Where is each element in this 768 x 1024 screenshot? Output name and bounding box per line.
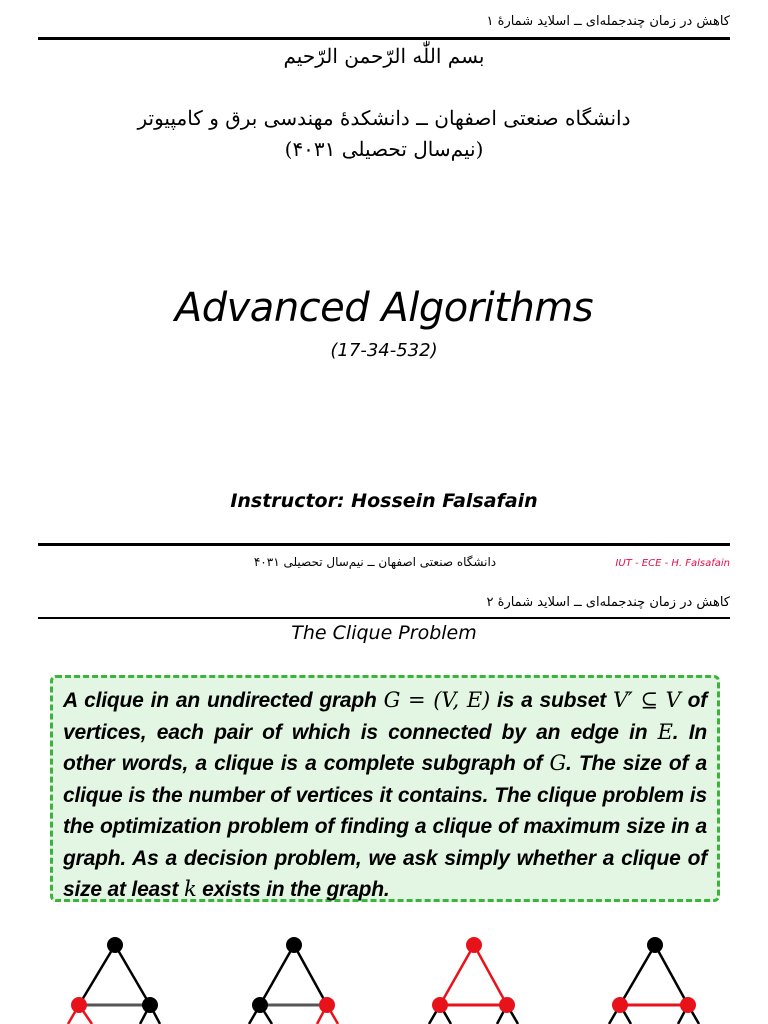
slide1-footer-en: IUT - ECE - H. Falsafain: [615, 558, 730, 569]
vertex: [680, 997, 696, 1013]
slide2-title: The Clique Problem: [291, 622, 477, 644]
vertex: [466, 937, 482, 953]
basmala: بسم اللّٰه الرّحمن الرّحیم: [283, 44, 485, 68]
slide1-footer-rule: [38, 543, 730, 546]
graph-4: [609, 937, 699, 1024]
clique-graph-illustrations: [0, 925, 768, 1024]
vertex: [286, 937, 302, 953]
vertex: [71, 997, 87, 1013]
math-edges: E: [657, 719, 673, 744]
vertex: [612, 997, 628, 1013]
math-g: G: [549, 751, 567, 775]
math-graph-g: G = (V, E): [383, 688, 490, 712]
course-code: (17-34-532): [330, 340, 438, 361]
vertex: [432, 997, 448, 1013]
university-line: دانشگاه صنعتی اصفهان ــ دانشکدهٔ مهندسی برق و کامپیوتر: [137, 106, 631, 130]
definition-part-6: exists in the graph.: [196, 878, 390, 901]
definition-part-1: A clique in an undirected graph: [63, 689, 384, 712]
vertex: [252, 997, 268, 1013]
slide2-header: کاهش در زمان چندجمله‌ای ــ اسلاید شمارهٔ ۲: [486, 595, 730, 610]
slide1-header: کاهش در زمان چندجمله‌ای ــ اسلاید شمارهٔ ۱: [486, 14, 730, 29]
graph-2: [249, 937, 338, 1024]
definition-part-3: of vertices, each pair of which is connected by an edge in: [63, 689, 707, 744]
semester-line: (نیم‌سال تحصیلی ۴۰۳۱): [284, 137, 484, 161]
graph-1: [68, 937, 160, 1024]
math-k: k: [183, 877, 197, 901]
definition-part-2: is a subset: [489, 689, 614, 712]
definition-box: [50, 675, 720, 902]
definition-part-5: . The size of a clique is the number of vertices it contains. The clique problem is the optimization problem of finding a clique of maximum size in a graph. As a decision problem, we ask simply whether a clique of size at least: [63, 752, 708, 901]
course-title: Advanced Algorithms: [174, 285, 594, 331]
vertex: [142, 997, 158, 1013]
definition-text: [63, 685, 707, 906]
vertex: [499, 997, 515, 1013]
definition-part-4: . In other words, a clique is a complete subgraph of: [63, 720, 708, 775]
graph-3: [429, 937, 518, 1024]
slide2-header-rule: [38, 617, 730, 619]
math-subset: V′ ⊆ V: [613, 688, 681, 712]
slide1-header-rule: [38, 37, 730, 40]
vertex: [647, 937, 663, 953]
instructor-line: Instructor: Hossein Falsafain: [230, 490, 538, 512]
vertex: [107, 937, 123, 953]
vertex: [319, 997, 335, 1013]
slide1-footer-fa: دانشگاه صنعتی اصفهان ــ نیم‌سال تحصیلی ۴۰۳۱: [253, 555, 497, 569]
